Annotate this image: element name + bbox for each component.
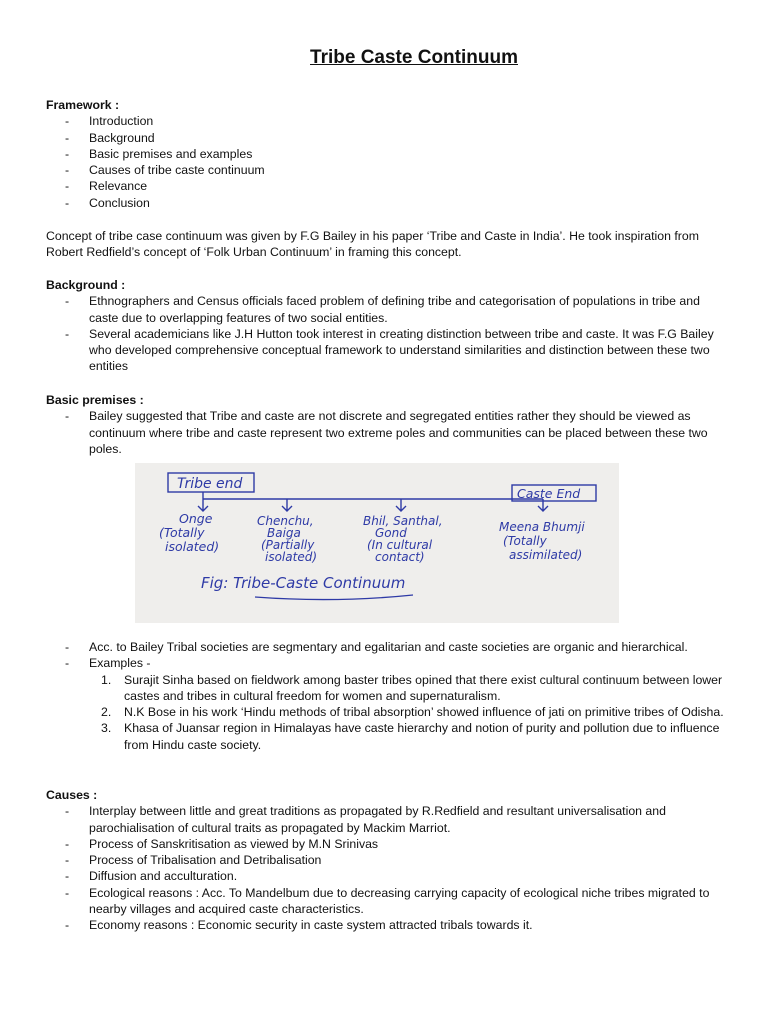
node-name: Meena Bhumji [499,520,585,534]
examples-list [46,672,726,753]
list-item: - Ethnographers and Census officials faced problem of defining tribe and categorisation of populations in tribe and caste due to overlapping features of two social entities. [46,293,726,326]
list-item: - Interplay between little and great traditions as propagated by R.Redfield and resultant universalisation and parochialisation of cultural traits as propagated by Mackim Marriot. [46,803,726,836]
list-item: - Diffusion and acculturation. [46,868,726,884]
node-name: Bhil, Santhal, [363,514,443,528]
intro-section [46,228,726,261]
causes-section [46,787,726,934]
item-number: 1. [101,672,112,687]
background-section [46,277,726,375]
arrow-down-icon [282,499,292,511]
list-item [46,672,726,705]
node-arrows [198,499,548,511]
bailey-list [46,639,726,672]
caste-end-label: Caste End [517,486,581,501]
list-item: - Background [46,130,726,146]
list-item: - Basic premises and examples [46,146,726,162]
node-name: Chenchu, [257,514,314,528]
node-note: (In cultural [367,538,433,552]
list-item: - Economy reasons : Economic security in caste system attracted tribals towards it. [46,917,726,933]
list-item [46,720,726,753]
node-name: Gond [375,526,407,540]
item-text: N.K Bose in his work ‘Hindu methods of tribal absorption’ showed influence of jati on primitive tribes of Odisha. [124,705,724,720]
node-note: isolated) [165,539,220,554]
item-text: Khasa of Juansar region in Himalayas have caste hierarchy and notion of purity and pollution due to influence from Hindu caste society. [124,721,720,752]
list-item: - Introduction [46,113,726,129]
list-item [46,704,726,720]
node-note: (Partially [261,538,315,552]
arrow-down-icon [198,499,208,511]
tribe-caste-figure [135,463,619,623]
causes-list [46,803,726,933]
node-name: Baiga [267,526,301,540]
figure-caption: Fig: Tribe-Caste Continuum [201,574,406,592]
premises-list [46,408,726,457]
list-item: - Acc. to Bailey Tribal societies are segmentary and egalitarian and caste societies are organic and hierarchical. [46,639,726,655]
page-title: Tribe Caste Continuum [310,47,518,68]
node-name: Onge [179,511,213,526]
node-note: (Totally [503,534,547,548]
tribe-end-label: Tribe end [177,476,243,492]
item-number: 3. [101,721,112,736]
framework-heading: Framework : [46,98,120,112]
examples-section [46,639,726,753]
node-note: assimilated) [509,548,583,562]
list-item: - Examples - [46,655,726,671]
framework-section [46,97,726,211]
premises-heading: Basic premises : [46,393,144,407]
intro-paragraph: Concept of tribe case continuum was given by F.G Bailey in his paper ‘Tribe and Caste in India’. He took inspiration from Robert Redfield’s concept of ‘Folk Urban Continuum’ in framing this concept. [46,229,699,260]
framework-list [46,113,726,211]
node-note: (Totally [159,525,205,540]
item-text: Surajit Sinha based on fieldwork among baster tribes opined that there exist cultural continuum between lower castes and tribes in cultural freedom for women and supernaturalism. [124,672,723,703]
node-note: isolated) [265,550,318,564]
list-item: - Bailey suggested that Tribe and caste are not discrete and segregated entities rather they should be viewed as continuum where tribe and caste represent two extreme poles and communities can be placed between these two poles. [46,408,726,457]
list-item: - Relevance [46,178,726,194]
list-item: - Ecological reasons : Acc. To Mandelbum due to decreasing carrying capacity of ecological niche tribes migrated to nearby villages and acquired caste characteristics. [46,885,726,918]
continuum-diagram [135,463,619,623]
item-number: 2. [101,705,112,720]
causes-heading: Causes : [46,788,98,802]
caption-underline [255,595,413,600]
background-heading: Background : [46,278,126,292]
background-list [46,293,726,374]
list-item: - Conclusion [46,195,726,211]
list-item: - Several academicians like J.H Hutton took interest in creating distinction between tribe and caste. It was F.G Bailey who developed comprehensive conceptual framework to understand similarities and distinction between these two entities [46,326,726,375]
arrow-down-icon [396,499,406,511]
node-note: contact) [375,550,425,564]
list-item: - Process of Sanskritisation as viewed by M.N Srinivas [46,836,726,852]
list-item: - Causes of tribe caste continuum [46,162,726,178]
list-item: - Process of Tribalisation and Detribalisation [46,852,726,868]
premises-section [46,392,726,457]
